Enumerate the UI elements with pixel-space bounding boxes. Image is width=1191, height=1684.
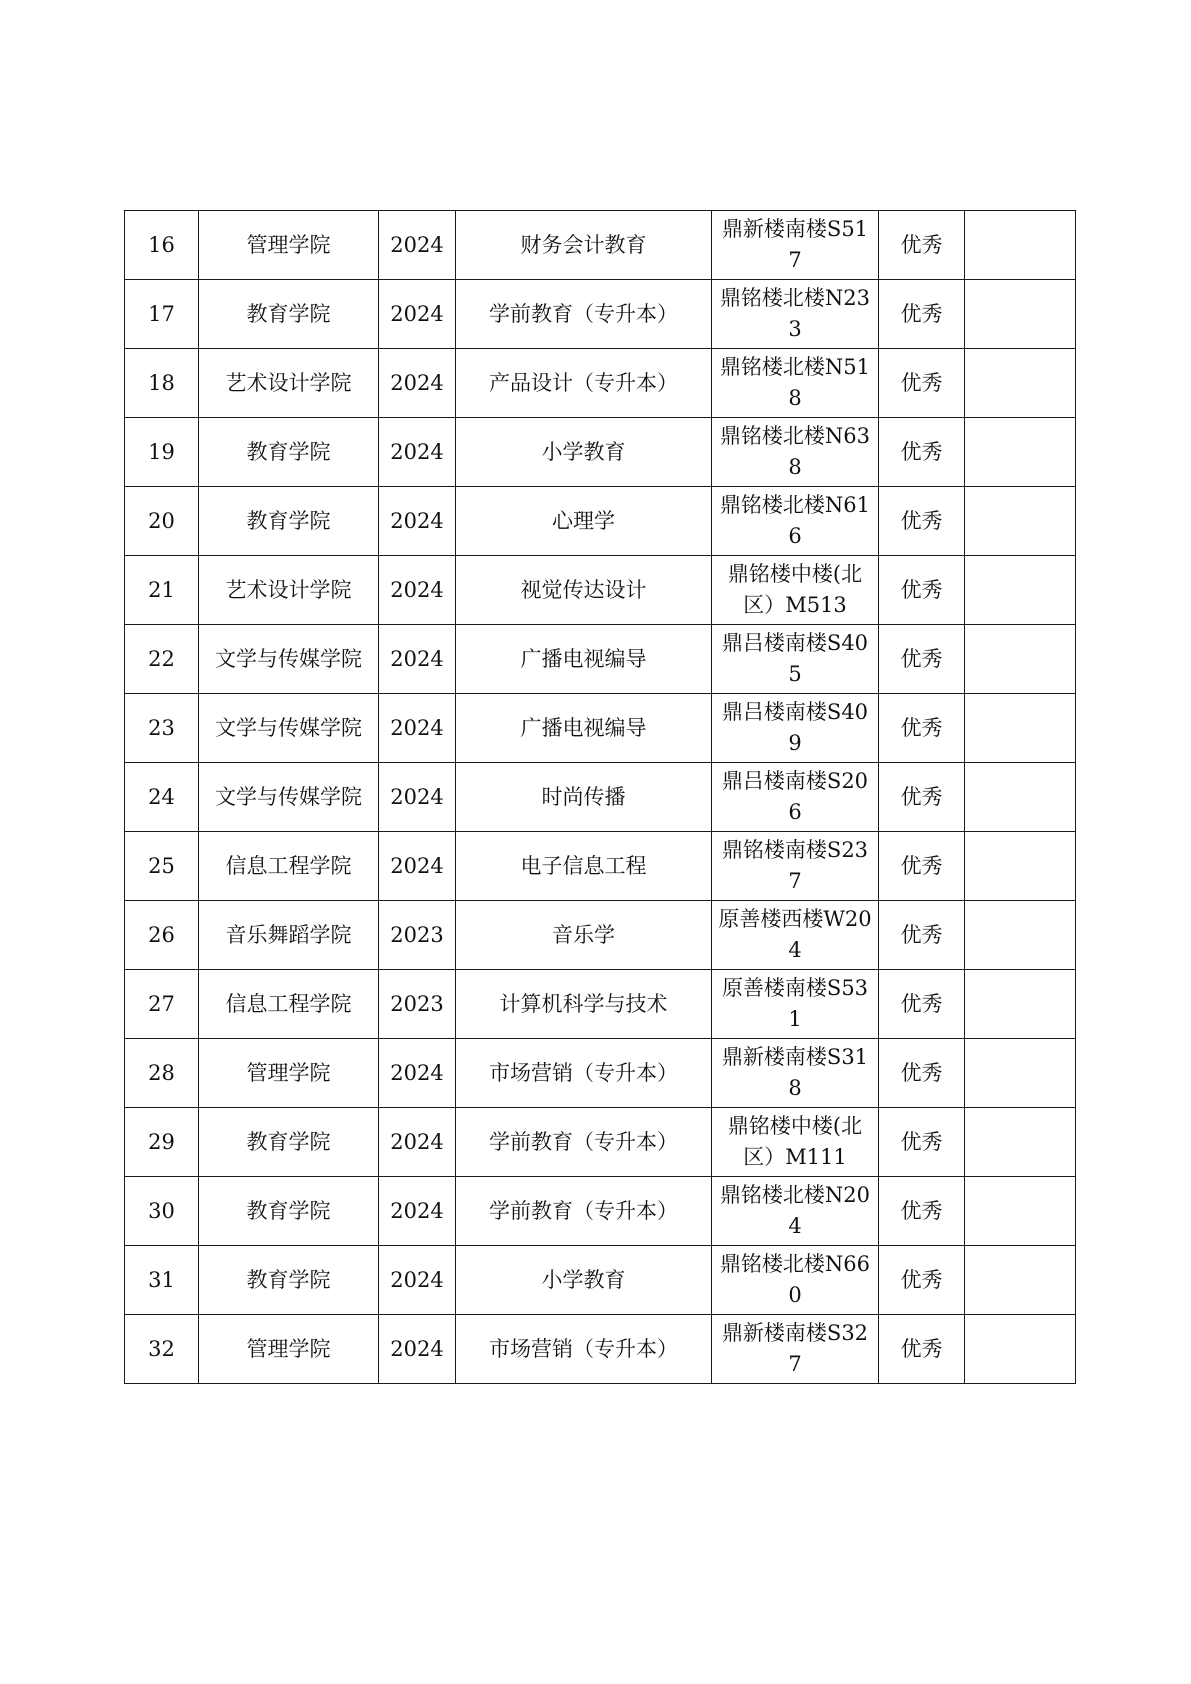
cell-year: 2024 xyxy=(379,625,456,694)
cell-remark xyxy=(965,1177,1076,1246)
cell-remark xyxy=(965,556,1076,625)
table-row xyxy=(125,1177,1076,1246)
cell-college: 信息工程学院 xyxy=(199,832,379,901)
cell-rating: 优秀 xyxy=(879,832,965,901)
cell-major: 音乐学 xyxy=(456,901,712,970)
cell-location: 鼎新楼南楼S327 xyxy=(712,1315,879,1384)
cell-rating: 优秀 xyxy=(879,487,965,556)
cell-major: 学前教育（专升本） xyxy=(456,1177,712,1246)
cell-year: 2024 xyxy=(379,280,456,349)
cell-college: 艺术设计学院 xyxy=(199,556,379,625)
cell-location: 鼎新楼南楼S318 xyxy=(712,1039,879,1108)
cell-major: 电子信息工程 xyxy=(456,832,712,901)
cell-remark xyxy=(965,832,1076,901)
cell-major: 计算机科学与技术 xyxy=(456,970,712,1039)
table-row xyxy=(125,349,1076,418)
table-row xyxy=(125,901,1076,970)
cell-major: 产品设计（专升本） xyxy=(456,349,712,418)
cell-no: 18 xyxy=(125,349,199,418)
cell-major: 视觉传达设计 xyxy=(456,556,712,625)
cell-college: 文学与传媒学院 xyxy=(199,763,379,832)
cell-remark xyxy=(965,418,1076,487)
cell-location: 鼎铭楼北楼N660 xyxy=(712,1246,879,1315)
cell-year: 2024 xyxy=(379,1315,456,1384)
cell-location: 鼎铭楼北楼N233 xyxy=(712,280,879,349)
cell-college: 文学与传媒学院 xyxy=(199,694,379,763)
table-row xyxy=(125,1315,1076,1384)
cell-location: 鼎铭楼中楼(北区）M513 xyxy=(712,556,879,625)
cell-location: 鼎铭楼北楼N204 xyxy=(712,1177,879,1246)
cell-rating: 优秀 xyxy=(879,556,965,625)
table-row xyxy=(125,280,1076,349)
table-body xyxy=(125,211,1076,1384)
cell-college: 艺术设计学院 xyxy=(199,349,379,418)
cell-remark xyxy=(965,901,1076,970)
cell-rating: 优秀 xyxy=(879,1108,965,1177)
cell-location: 鼎吕楼南楼S206 xyxy=(712,763,879,832)
cell-remark xyxy=(965,487,1076,556)
cell-major: 小学教育 xyxy=(456,1246,712,1315)
cell-year: 2024 xyxy=(379,1039,456,1108)
cell-remark xyxy=(965,1108,1076,1177)
table-row xyxy=(125,487,1076,556)
cell-rating: 优秀 xyxy=(879,1039,965,1108)
cell-rating: 优秀 xyxy=(879,1177,965,1246)
cell-college: 教育学院 xyxy=(199,1177,379,1246)
cell-no: 32 xyxy=(125,1315,199,1384)
cell-location: 鼎铭楼北楼N616 xyxy=(712,487,879,556)
cell-year: 2024 xyxy=(379,487,456,556)
cell-rating: 优秀 xyxy=(879,1315,965,1384)
cell-college: 管理学院 xyxy=(199,211,379,280)
cell-location: 鼎铭楼中楼(北区）M111 xyxy=(712,1108,879,1177)
cell-major: 学前教育（专升本） xyxy=(456,1108,712,1177)
cell-college: 文学与传媒学院 xyxy=(199,625,379,694)
cell-no: 19 xyxy=(125,418,199,487)
cell-remark xyxy=(965,625,1076,694)
cell-no: 22 xyxy=(125,625,199,694)
cell-no: 17 xyxy=(125,280,199,349)
cell-major: 时尚传播 xyxy=(456,763,712,832)
cell-major: 广播电视编导 xyxy=(456,625,712,694)
cell-location: 原善楼南楼S531 xyxy=(712,970,879,1039)
cell-remark xyxy=(965,763,1076,832)
cell-year: 2024 xyxy=(379,1246,456,1315)
cell-remark xyxy=(965,694,1076,763)
cell-college: 教育学院 xyxy=(199,1108,379,1177)
cell-college: 教育学院 xyxy=(199,418,379,487)
cell-year: 2023 xyxy=(379,901,456,970)
table-row xyxy=(125,763,1076,832)
cell-no: 21 xyxy=(125,556,199,625)
cell-year: 2024 xyxy=(379,556,456,625)
cell-rating: 优秀 xyxy=(879,349,965,418)
cell-location: 鼎新楼南楼S517 xyxy=(712,211,879,280)
table-row xyxy=(125,418,1076,487)
cell-year: 2024 xyxy=(379,349,456,418)
cell-college: 教育学院 xyxy=(199,487,379,556)
cell-location: 鼎铭楼南楼S237 xyxy=(712,832,879,901)
cell-no: 23 xyxy=(125,694,199,763)
cell-rating: 优秀 xyxy=(879,625,965,694)
cell-rating: 优秀 xyxy=(879,694,965,763)
cell-rating: 优秀 xyxy=(879,418,965,487)
cell-college: 信息工程学院 xyxy=(199,970,379,1039)
cell-major: 小学教育 xyxy=(456,418,712,487)
cell-year: 2024 xyxy=(379,763,456,832)
table-row xyxy=(125,1246,1076,1315)
cell-college: 教育学院 xyxy=(199,1246,379,1315)
cell-remark xyxy=(965,1039,1076,1108)
cell-year: 2024 xyxy=(379,1177,456,1246)
cell-no: 24 xyxy=(125,763,199,832)
cell-no: 20 xyxy=(125,487,199,556)
cell-no: 31 xyxy=(125,1246,199,1315)
cell-no: 16 xyxy=(125,211,199,280)
cell-major: 市场营销（专升本） xyxy=(456,1315,712,1384)
cell-year: 2024 xyxy=(379,832,456,901)
cell-no: 26 xyxy=(125,901,199,970)
cell-remark xyxy=(965,1315,1076,1384)
cell-major: 心理学 xyxy=(456,487,712,556)
cell-major: 广播电视编导 xyxy=(456,694,712,763)
cell-year: 2024 xyxy=(379,211,456,280)
cell-remark xyxy=(965,1246,1076,1315)
cell-rating: 优秀 xyxy=(879,1246,965,1315)
cell-year: 2024 xyxy=(379,1108,456,1177)
cell-rating: 优秀 xyxy=(879,970,965,1039)
table-row xyxy=(125,211,1076,280)
cell-year: 2024 xyxy=(379,418,456,487)
table-row xyxy=(125,625,1076,694)
table-row xyxy=(125,1039,1076,1108)
table-row xyxy=(125,694,1076,763)
cell-location: 鼎铭楼北楼N638 xyxy=(712,418,879,487)
cell-no: 29 xyxy=(125,1108,199,1177)
cell-major: 学前教育（专升本） xyxy=(456,280,712,349)
cell-no: 28 xyxy=(125,1039,199,1108)
cell-remark xyxy=(965,211,1076,280)
cell-rating: 优秀 xyxy=(879,901,965,970)
cell-college: 教育学院 xyxy=(199,280,379,349)
cell-year: 2023 xyxy=(379,970,456,1039)
table-row xyxy=(125,832,1076,901)
table-row xyxy=(125,556,1076,625)
cell-college: 管理学院 xyxy=(199,1315,379,1384)
cell-year: 2024 xyxy=(379,694,456,763)
cell-college: 管理学院 xyxy=(199,1039,379,1108)
cell-major: 财务会计教育 xyxy=(456,211,712,280)
cell-no: 30 xyxy=(125,1177,199,1246)
cell-remark xyxy=(965,970,1076,1039)
cell-location: 鼎吕楼南楼S405 xyxy=(712,625,879,694)
cell-rating: 优秀 xyxy=(879,280,965,349)
cell-remark xyxy=(965,280,1076,349)
table-row xyxy=(125,1108,1076,1177)
cell-rating: 优秀 xyxy=(879,211,965,280)
cell-rating: 优秀 xyxy=(879,763,965,832)
cell-college: 音乐舞蹈学院 xyxy=(199,901,379,970)
cell-location: 鼎铭楼北楼N518 xyxy=(712,349,879,418)
cell-no: 25 xyxy=(125,832,199,901)
cell-location: 原善楼西楼W204 xyxy=(712,901,879,970)
cell-major: 市场营销（专升本） xyxy=(456,1039,712,1108)
cell-remark xyxy=(965,349,1076,418)
cell-location: 鼎吕楼南楼S409 xyxy=(712,694,879,763)
dormitory-rating-table xyxy=(124,210,1076,1384)
table-row xyxy=(125,970,1076,1039)
cell-no: 27 xyxy=(125,970,199,1039)
